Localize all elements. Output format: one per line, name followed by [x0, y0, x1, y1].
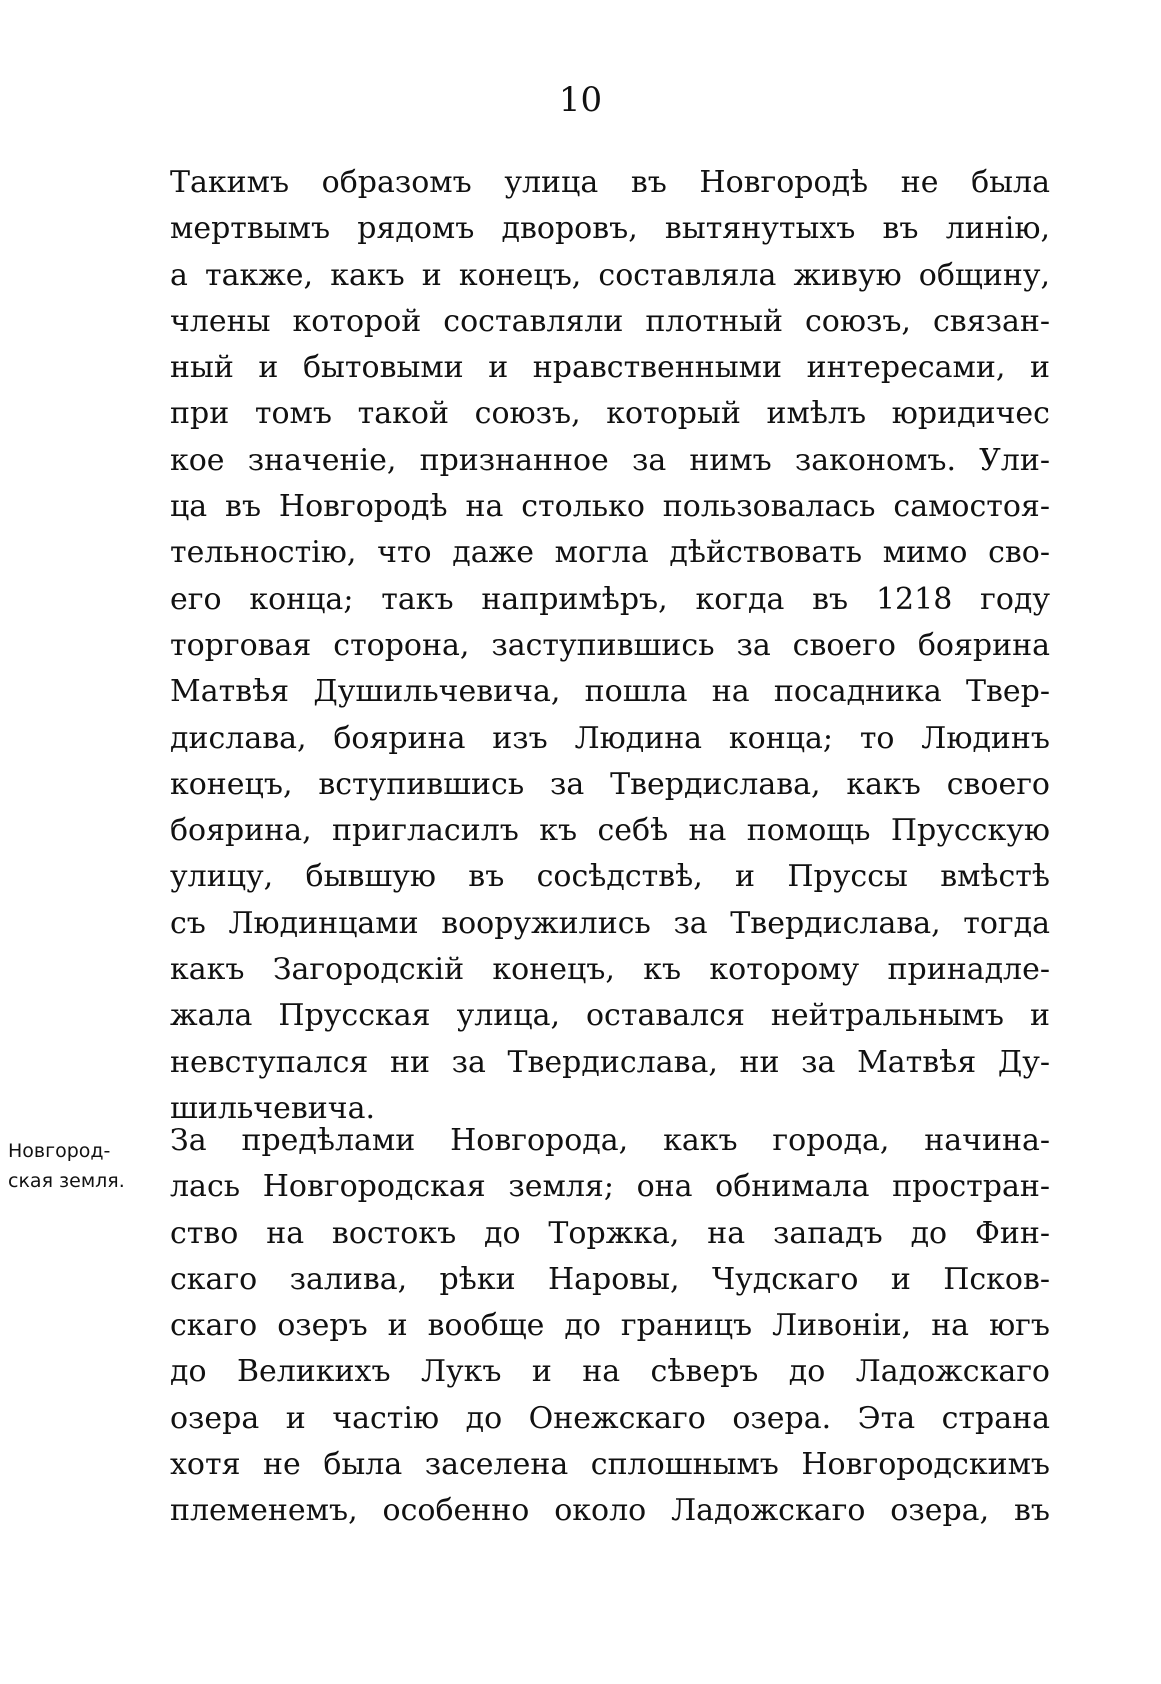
text-line: невступался ни за Твердислава, ни за Матвѣя Ду- — [170, 1044, 1050, 1080]
text-line: какъ Загородскій конецъ, къ которому принадле- — [170, 952, 1050, 988]
margin-note-line: ская земля. — [8, 1170, 125, 1192]
text-line: жала Прусская улица, оставался нейтральнымъ и — [170, 998, 1050, 1034]
text-line: дислава, боярина изъ Людина конца; то Людинъ — [170, 720, 1050, 756]
text-line: Матвѣя Душильчевича, пошла на посадника Твер- — [170, 674, 1050, 710]
text-line: а также, какъ и конецъ, составляла живую общину, — [170, 257, 1050, 293]
text-line: скаго озеръ и вообще до границъ Ливоніи, на югъ — [170, 1308, 1050, 1344]
text-line: ца въ Новгородѣ на столько пользовалась самостоя- — [170, 489, 1050, 525]
text-line: конецъ, вступившись за Твердислава, какъ своего — [170, 766, 1050, 802]
text-line: при томъ такой союзъ, который имѣлъ юридичес — [170, 396, 1050, 432]
text-line: озера и частію до Онежскаго озера. Эта страна — [170, 1400, 1050, 1436]
text-line: съ Людинцами вооружились за Твердислава, тогда — [170, 905, 1050, 941]
page-number: 10 — [558, 80, 603, 120]
text-line: хотя не была заселена сплошнымъ Новгородскимъ — [170, 1447, 1050, 1483]
margin-note — [8, 1136, 158, 1196]
text-line: лась Новгородская земля; она обнимала простран- — [170, 1169, 1050, 1205]
text-line: Такимъ образомъ улица въ Новгородѣ не была — [170, 165, 1050, 200]
text-line: торговая сторона, заступившись за своего боярина — [170, 627, 1050, 663]
paragraph-1 — [170, 160, 1050, 1132]
text-line: ный и бытовыми и нравственными интересами, и — [170, 350, 1050, 386]
text-line: ство на востокъ до Торжка, на западъ до Фин- — [170, 1215, 1050, 1251]
paragraph-2 — [170, 1118, 1050, 1535]
text-line: племенемъ, особенно около Ладожскаго озера, въ — [170, 1493, 1050, 1529]
text-line: члены которой составляли плотный союзъ, связан- — [170, 303, 1050, 339]
text-line: скаго залива, рѣки Наровы, Чудскаго и Псков- — [170, 1261, 1050, 1297]
text-line: до Великихъ Лукъ и на сѣверъ до Ладожскаго — [170, 1354, 1050, 1390]
text-line: боярина, пригласилъ къ себѣ на помощь Прусскую — [170, 813, 1050, 849]
text-line: тельностію, что даже могла дѣйствовать мимо сво- — [170, 535, 1050, 571]
text-line: кое значеніе, признанное за нимъ закономъ. Ули- — [170, 442, 1050, 478]
margin-note-line: Новгород- — [8, 1140, 111, 1162]
text-line: За предѣлами Новгорода, какъ города, начина- — [170, 1123, 1050, 1158]
text-line: шильчевича. — [170, 1090, 376, 1126]
text-line: его конца; такъ напримѣръ, когда въ 1218 году — [170, 581, 1050, 617]
text-line: мертвымъ рядомъ дворовъ, вытянутыхъ въ линію, — [170, 211, 1050, 247]
text-line: улицу, бывшую въ сосѣдствѣ, и Пруссы вмѣстѣ — [170, 859, 1050, 895]
